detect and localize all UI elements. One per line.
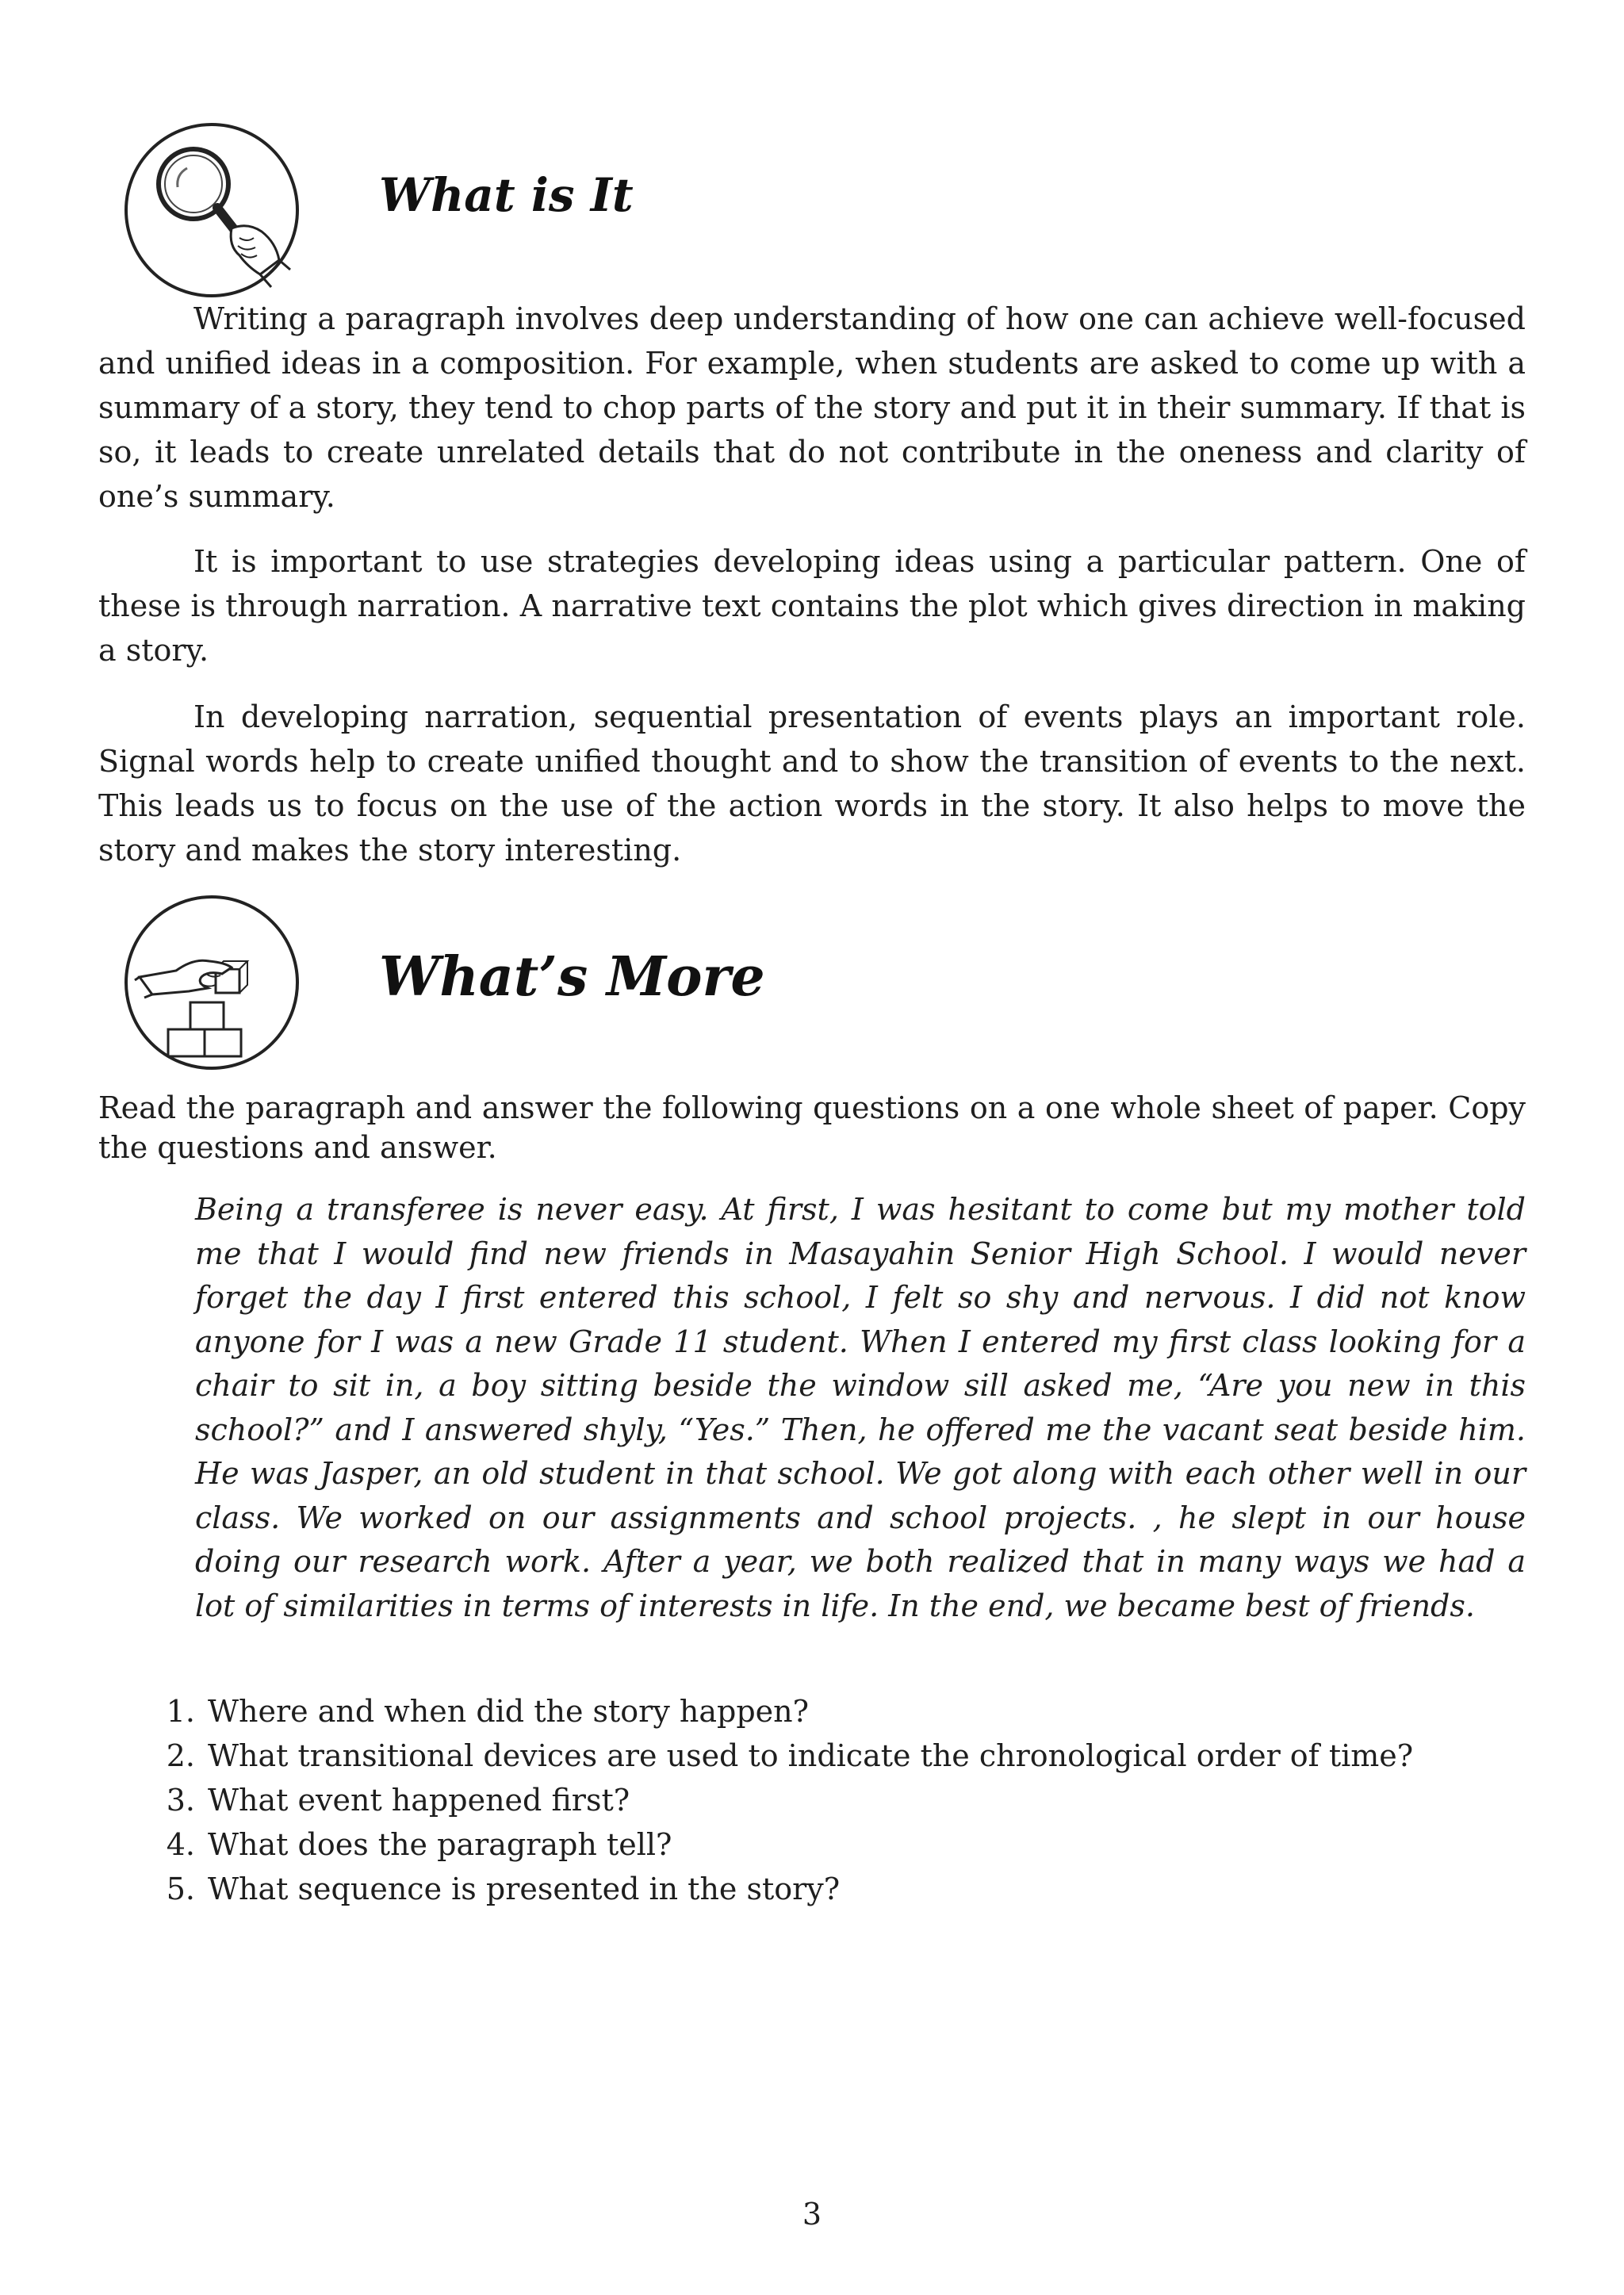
section-title-what-is-it: What is It (379, 168, 634, 222)
question-number: 4. (166, 1827, 195, 1862)
question-number: 3. (166, 1783, 195, 1818)
question-text: Where and when did the story happen? (208, 1694, 809, 1729)
question-text: What does the paragraph tell? (208, 1827, 672, 1862)
story-paragraph: Being a transferee is never easy. At first, I was hesitant to come but my mother told me that I would find new friends in Masayahin Senior High School. I would never forget the day I first entered this school, I felt so shy and nervous. I did not know anyone for I was a new Grade 11 student. When I entered my first class looking for a chair to sit in, a boy sitting beside the window sill asked me, “Are you new in this school?” and I answered shyly, “Yes.” Then, he offered me the vacant seat beside him. He was Jasper, an old student in that school. We got along with each other well in our class. We worked on our assignments and school projects. , he slept in our house doing our research work. After a year, we both realized that in many ways we had a lot of similarities in terms of interests in life. In the end, we became best of friends. (195, 1192, 1526, 1623)
section-title-whats-more: What’s More (379, 945, 765, 1009)
question-number: 2. (166, 1738, 195, 1773)
paragraph-3: In developing narration, sequential presentation of events plays an important role. Signal words help to create unified thought and to show the transition of events to the next. This leads us to focus on the use of the action words in the story. It also helps to move the story and makes the story interesting. (98, 699, 1526, 868)
question-item (98, 1867, 1526, 1911)
question-text: What event happened first? (208, 1783, 630, 1818)
question-text: What transitional devices are used to indicate the chronological order of time? (208, 1738, 1414, 1773)
paragraph-1: Writing a paragraph involves deep understanding of how one can achieve well-focused and unified ideas in a composition. For example, when students are asked to come up with a summary of a story, they tend to chop parts of the story and put it in their summary. If that is so, it leads to create unrelated details that do not contribute in the oneness and clarity of one’s summary. (98, 301, 1526, 514)
question-item (98, 1689, 1526, 1734)
question-item (98, 1734, 1526, 1778)
page-number: 3 (802, 2197, 822, 2232)
magnifying-glass-icon (121, 119, 303, 301)
paragraph-2: It is important to use strategies developing ideas using a particular pattern. One of these is through narration. A narrative text contains the plot which gives direction in making a story. (98, 544, 1526, 668)
question-text: What sequence is presented in the story? (208, 1872, 841, 1906)
instructions: Read the paragraph and answer the following questions on a one whole sheet of paper. Copy the questions and answer. (98, 1090, 1526, 1165)
question-item (98, 1822, 1526, 1867)
question-number: 1. (166, 1694, 195, 1729)
question-number: 5. (166, 1872, 195, 1906)
questions-list (98, 1689, 1526, 1911)
question-item (98, 1778, 1526, 1822)
stacking-blocks-icon (121, 891, 303, 1074)
